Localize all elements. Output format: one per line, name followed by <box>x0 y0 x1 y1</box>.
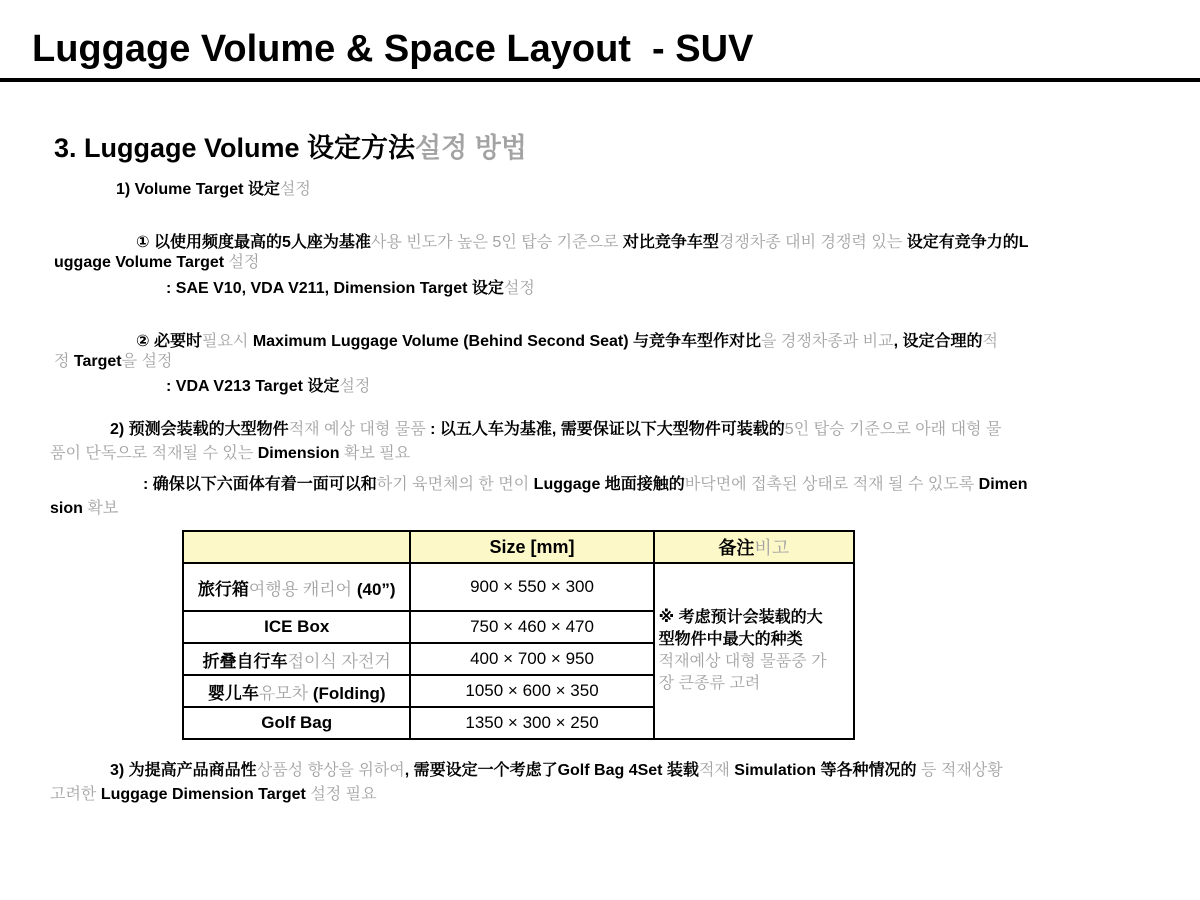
size-cell: 400 × 700 × 950 <box>410 643 653 675</box>
item1-sub1-c-kr: 설정 <box>228 254 260 271</box>
item1-sub1-detail-kr: 설정 <box>503 280 535 297</box>
item-cell <box>183 611 410 643</box>
header-item-cell <box>183 531 410 563</box>
item3-d-kr: 설정 필요 <box>310 786 377 803</box>
item2-detail-c1: Dimen <box>978 476 1028 493</box>
item-suffix: (Folding) <box>312 683 386 703</box>
header-note-cell <box>654 531 854 563</box>
item2-detail-b: Luggage 地面接触的 <box>533 476 685 493</box>
note-cell <box>654 563 854 739</box>
item1-sub1-c1: 设定有竞争力的L <box>906 234 1029 251</box>
item2-a-kr: 적재 예상 대형 물품 <box>288 421 431 438</box>
header-size-cell: Size [mm] <box>410 531 653 563</box>
item2-b: : 以五人车为基准, 需要保证以下大型物件可装载的 <box>430 421 785 438</box>
item3-line2 <box>50 785 377 805</box>
item1-sub1-b: 对比竞争车型 <box>622 234 719 251</box>
page-title: Luggage Volume & Space Layout - SUV <box>32 28 754 70</box>
item2-b-kr2: 품이 단독으로 적재될 수 있는 <box>50 445 258 462</box>
item2-c-kr: 확보 필요 <box>343 445 411 462</box>
item-cell <box>183 643 410 675</box>
item1-sub2-line2 <box>54 352 172 372</box>
item2-detail-a-kr: 하기 육면체의 한 면이 <box>376 476 534 493</box>
note-kr2: 장 큰종류 고려 <box>658 675 761 692</box>
item2-b-kr1: 5인 탑승 기준으로 아래 대형 물 <box>784 421 1002 438</box>
item-name: 折叠自行车 <box>202 651 288 671</box>
section-heading-kr: 설정 방법 <box>415 133 527 163</box>
item1-sub1-line1 <box>136 233 1028 253</box>
item3-d: Luggage Dimension Target <box>100 786 311 803</box>
item2-detail-c2: sion <box>50 500 88 517</box>
item2-a: 2) 预测会装载的大型物件 <box>110 421 289 438</box>
item1-sub2-detail-kr: 설정 <box>339 378 371 395</box>
item3-a-kr: 상품성 향상을 위하여 <box>256 762 405 779</box>
item-name: 婴儿车 <box>207 683 259 703</box>
item-cell <box>183 707 410 739</box>
item2-c: Dimension <box>257 445 344 462</box>
item1-sub2-c-kr2: 정 <box>54 353 74 370</box>
size-cell: 750 × 460 × 470 <box>410 611 653 643</box>
item1-sub1-detail <box>166 279 535 299</box>
item1-sub2-line1 <box>136 332 998 352</box>
item3-c: Simulation 等各种情况的 <box>734 762 921 779</box>
item2-detail-line2 <box>50 499 118 519</box>
item2-line2 <box>50 444 410 464</box>
item-cell <box>183 675 410 707</box>
item2-detail-a: : 确保以下六面体有着一面可以和 <box>143 476 377 493</box>
item1-sub2-detail <box>166 377 370 397</box>
item3-a: 3) 为提高产品商品性 <box>110 762 257 779</box>
item1-sub1-detail-text: : SAE V10, VDA V211, Dimension Target 设定 <box>166 280 504 297</box>
table-row <box>183 563 854 611</box>
item3-c-kr1: 등 적재상황 <box>920 762 1003 779</box>
item1-sub2-detail-text: : VDA V213 Target 设定 <box>166 378 340 395</box>
section-heading <box>54 126 527 165</box>
item-name: 旅行箱 <box>197 579 249 599</box>
item2-detail-line1 <box>143 475 1028 495</box>
item1-sub2-a-kr: 필요시 <box>202 333 253 350</box>
item3-b-kr: 적재 <box>698 762 735 779</box>
item1-sub1-c2: uggage Volume Target <box>54 254 229 271</box>
item1-heading-kr: 설정 <box>279 181 311 198</box>
item1-sub2-d: Target <box>73 353 122 370</box>
item1-sub2-b: Maximum Luggage Volume (Behind Second Seat) 与竞争车型作对比 <box>252 333 762 350</box>
note-kr1: 적재예상 대형 물품중 가 <box>658 653 827 670</box>
item1-sub1-a: ① 以使用频度最高的5人座为基准 <box>136 234 371 251</box>
header-note-kr: 비고 <box>754 538 790 558</box>
item1-sub2-b-kr: 을 경쟁차종과 비교 <box>761 333 894 350</box>
item2-line1 <box>110 420 1001 440</box>
item3-b: , 需要设定一个考虑了Golf Bag 4Set 装载 <box>404 762 699 779</box>
item3-c-kr2: 고려한 <box>50 786 101 803</box>
item-name: ICE Box <box>264 617 330 636</box>
item1-sub2-c: , 设定合理的 <box>893 333 983 350</box>
item-cell <box>183 563 410 611</box>
item1-sub2-c-kr1: 적 <box>982 333 998 350</box>
luggage-items-table <box>182 530 855 740</box>
table-header-row <box>183 531 854 563</box>
item1-heading <box>116 180 311 200</box>
item1-sub2-d-kr: 을 설정 <box>121 353 173 370</box>
item-name-kr: 접이식 자전거 <box>287 651 391 671</box>
item2-detail-c-kr: 확보 <box>87 500 119 517</box>
item3-line1 <box>110 761 1003 781</box>
item1-sub1-line2 <box>54 253 259 273</box>
item-name-kr: 여행용 캐리어 <box>248 579 357 599</box>
title-divider <box>0 78 1200 82</box>
item-name: Golf Bag <box>261 713 333 732</box>
item1-sub1-a-kr: 사용 빈도가 높은 5인 탑승 기준으로 <box>370 234 623 251</box>
item1-sub2-a: ② 必要时 <box>136 333 202 350</box>
item1-sub1-b-kr: 경쟁차종 대비 경쟁력 있는 <box>718 234 907 251</box>
section-heading-main: 3. Luggage Volume 设定方法 <box>54 133 416 163</box>
note-line2: 型物件中最大的种类 <box>658 631 803 648</box>
note-line1: ※ 考虑预计会装载的大 <box>658 609 823 626</box>
header-note-text: 备注 <box>718 538 755 558</box>
size-cell: 1350 × 300 × 250 <box>410 707 653 739</box>
size-cell: 1050 × 600 × 350 <box>410 675 653 707</box>
item2-detail-b-kr: 바닥면에 접촉된 상태로 적재 될 수 있도록 <box>684 476 979 493</box>
item1-heading-text: 1) Volume Target 设定 <box>116 181 280 198</box>
size-cell: 900 × 550 × 300 <box>410 563 653 611</box>
item-suffix: (40”) <box>356 579 396 599</box>
item-name-kr: 유모차 <box>258 683 313 703</box>
